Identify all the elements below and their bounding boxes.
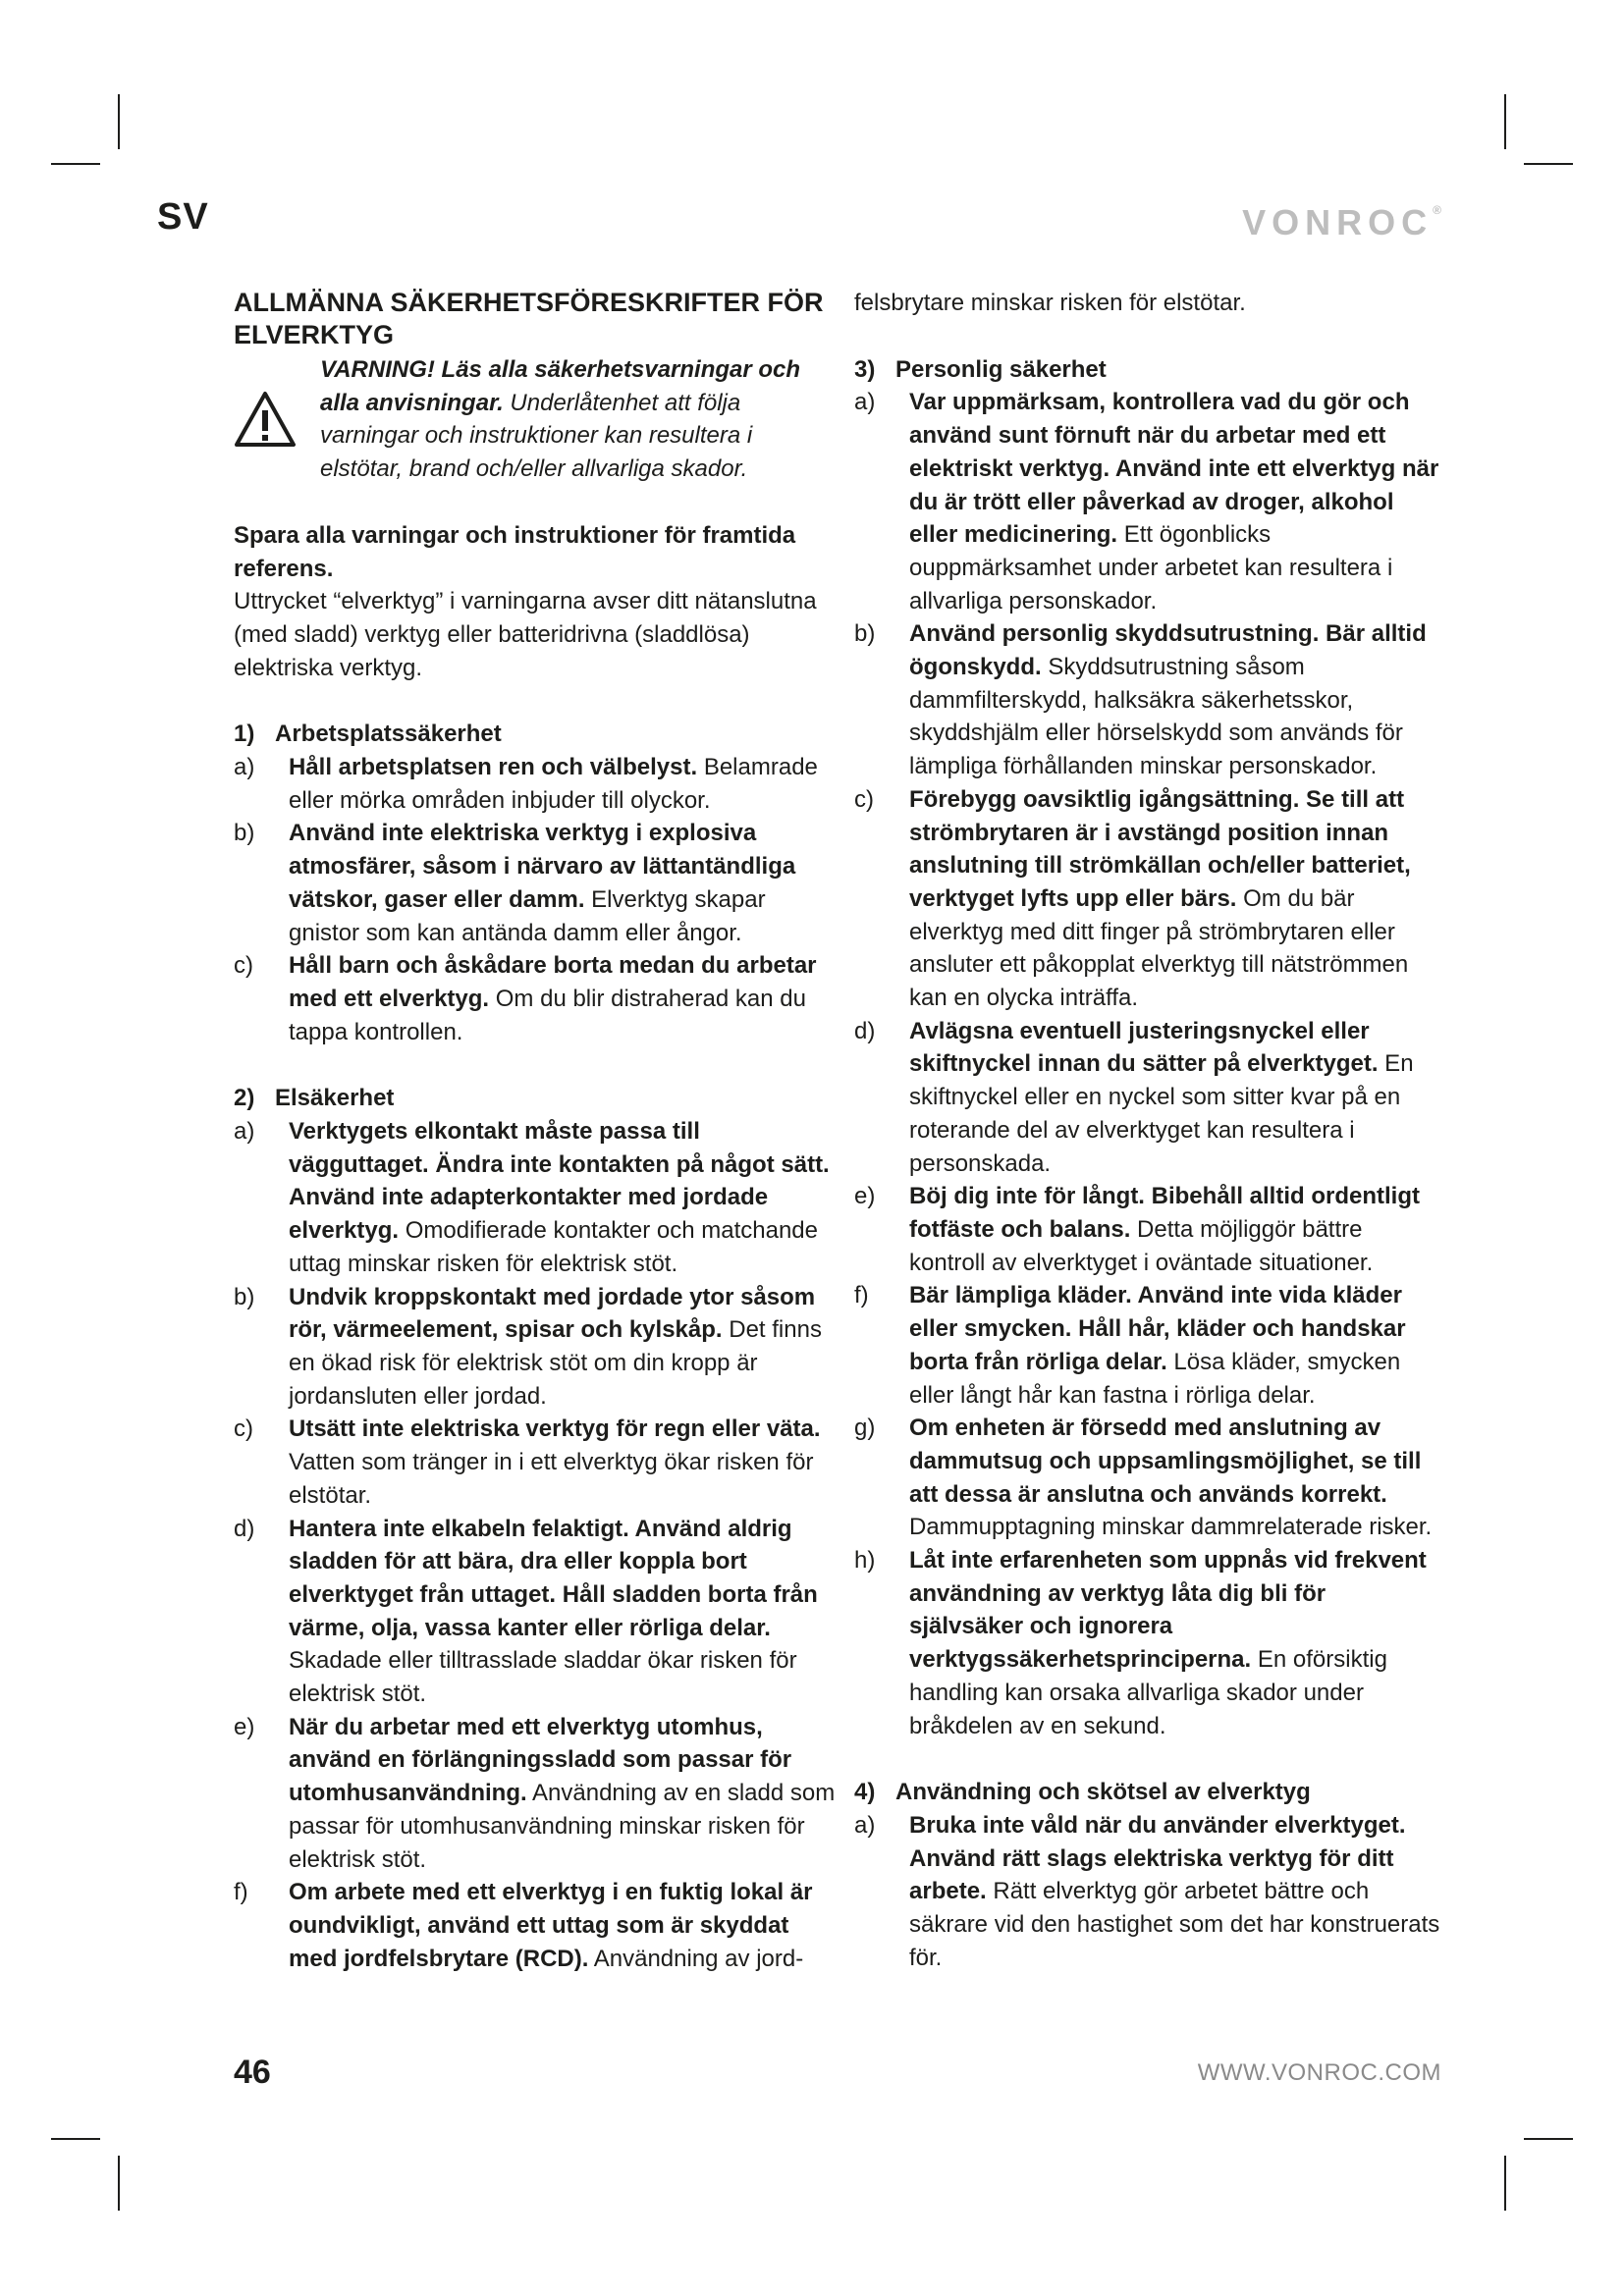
- page-number: 46: [234, 2054, 271, 2091]
- list-item: h) Låt inte erfarenheten som uppnås vid frekvent användning av verktyg låta dig bli för självsäker och ignorera verktygssäkerhetsprinciperna. En ofӧrsiktig handling kan orsaka allvarliga skador under bråkdelen av en sekund.: [854, 1547, 1427, 1739]
- brand-name: VONROC: [1242, 202, 1434, 242]
- section-heading-1: 1) Arbetsplatssäkerhet: [234, 721, 502, 748]
- list-item: b) Undvik kroppskontakt med jordade ytor såsom rör, värmeelement, spisar och kylskåp. Det finns en ökad risk för elektrisk stöt om din kropp är jordansluten eller jordad.: [234, 1283, 822, 1410]
- section-heading-2: 2) Elsäkerhet: [234, 1085, 395, 1112]
- brand-logo: VONROC®: [1242, 202, 1441, 242]
- list-item: b) Använd personlig skyddsutrustning. Bär alltid ögonskydd. Skyddsutrustning såsom dammfilterskydd, halksäkra säkerhetsskor, skyddshjälm eller hörselskydd som används för lämpliga förhållanden minskar personskador.: [854, 620, 1427, 780]
- crop-mark: [51, 2138, 100, 2140]
- list-item: a) Var uppmärksam, kontrollera vad du gör och använd sunt förnuft när du arbetar med ett elektriskt verktyg. Använd inte ett elverktyg när du är trött eller påverkad av droger, alkohol eller medicinering. Ett ögonblicks ouppmärksamhet under arbetet kan resultera i allvarliga personskador.: [854, 389, 1439, 614]
- right-column: [854, 287, 1443, 1974]
- crop-mark: [1524, 163, 1573, 165]
- list-item: b) Använd inte elektriska verktyg i explosiva atmosfärer, såsom i närvaro av lättantändliga vätskor, gaser eller damm. Elverktyg skapar gnistor som kan antända damm eller ångor.: [234, 820, 796, 946]
- continuation-text: felsbrytare minskar risken för elstötar.: [854, 290, 1246, 316]
- list-item: d) Avlägsna eventuell justeringsnyckel eller skiftnyckel innan du sätter på elverktyget. En skiftnyckel eller en nyckel som sitter kvar på en roterande del av elverktyget kan resultera i personskada.: [854, 1017, 1414, 1177]
- save-instructions-note: Spara alla varningar och instruktioner för framtida referens.: [234, 521, 796, 582]
- list-item: c) Förebygg oavsiktlig igångsättning. Se till att strömbrytaren är i avstängd position innan anslutning till strömkällan och/eller batteriet, verktyget lyfts upp eller bärs. Om du bär elverktyg med ditt finger på strömbrytaren eller ansluter ett påkopplat elverktyg till nätströmmen kan en olycka inträffa.: [854, 785, 1411, 1012]
- list-item: g) Om enheten är försedd med anslutning av dammutsug och uppsamlingsmöjlighet, se till att dessa är anslutna och används korrekt. Dammupptagning minskar dammrelaterade risker.: [854, 1415, 1433, 1541]
- language-code: SV: [157, 196, 209, 238]
- crop-mark: [1524, 2138, 1573, 2140]
- list-item: e) När du arbetar med ett elverktyg utomhus, använd en förlängningssladd som passar för utomhusanvändning. Användning av en sladd som passar för utomhusanvändning minskar risken för elektrisk stöt.: [234, 1713, 836, 1873]
- list-item: f) Bär lämpliga kläder. Använd inte vida kläder eller smycken. Håll hår, kläder och handskar borta från rörliga delar. Lösa kläder, smycken eller långt hår kan fastna i rörliga delar.: [854, 1282, 1406, 1409]
- warning-text: VARNING! Läs alla säkerhetsvarningar och alla anvisningar. Underlåtenhet att följa varningar och instruktioner kan resultera i elstötar, brand och/eller allvarliga skador.: [320, 356, 801, 483]
- list-item: a) Verktygets elkontakt måste passa till vägguttaget. Ändra inte kontakten på något sätt. Använd inte adapterkontakter med jordade elverktyg. Omodifierade kontakter och matchande uttag minskar risken för elektrisk stöt.: [234, 1118, 830, 1277]
- crop-mark: [1504, 94, 1506, 149]
- list-item: a) Bruka inte våld när du använder elverktyget. Använd rätt slags elektriska verktyg för ditt arbete. Rätt elverktyg gör arbetet bättre och säkrare vid den hastighet som det har konstruerats för.: [854, 1811, 1440, 1971]
- section-heading-4: 4) Användning och skötsel av elverktyg: [854, 1779, 1311, 1806]
- warning-triangle-icon: [234, 391, 297, 448]
- crop-mark: [1504, 2156, 1506, 2211]
- list-item: f) Om arbete med ett elverktyg i en fuktig lokal är oundvikligt, använd ett uttag som är skyddat med jordfelsbrytare (RCD). Användning av jord-: [234, 1879, 813, 1972]
- list-item: a) Håll arbetsplatsen ren och välbelyst. Belamrade eller mörka områden inbjuder till olyckor.: [234, 754, 818, 814]
- crop-mark: [118, 94, 120, 149]
- section-title: ALLMÄNNA SÄKERHETSFÖRESKRIFTER FÖR ELVERKTYG: [234, 288, 824, 349]
- list-item: c) Håll barn och åskådare borta medan du arbetar med ett elverktyg. Om du blir distraherad kan du tappa kontrollen.: [234, 952, 817, 1045]
- list-item: e) Böj dig inte för långt. Bibehåll alltid ordentligt fotfäste och balans. Detta möjliggör bättre kontroll av elverktyget i oväntade situationer.: [854, 1183, 1420, 1276]
- section-heading-3: 3) Personlig säkerhet: [854, 355, 1107, 383]
- left-column: [234, 287, 837, 1975]
- list-item: c) Utsätt inte elektriska verktyg för regn eller väta. Vatten som tränger in i ett elverktyg ökar risken för elstötar.: [234, 1415, 821, 1509]
- crop-mark: [51, 163, 100, 165]
- list-item: d) Hantera inte elkabeln felaktigt. Använd aldrig sladden för att bära, dra eller koppla bort elverktyget från uttaget. Håll sladden borta från värme, olja, vassa kanter eller rörliga delar. Skadade eller tilltrasslade sladdar ökar risken för elektrisk stöt.: [234, 1515, 818, 1708]
- crop-mark: [118, 2156, 120, 2211]
- warning-block: [234, 353, 837, 486]
- website-link[interactable]: WWW.VONROC.COM: [1197, 2059, 1441, 2086]
- intro-text: Uttrycket “elverktyg” i varningarna avser ditt nätanslutna (med sladd) verktyg eller batteridrivna (sladdlösa) elektriska verktyg.: [234, 588, 817, 681]
